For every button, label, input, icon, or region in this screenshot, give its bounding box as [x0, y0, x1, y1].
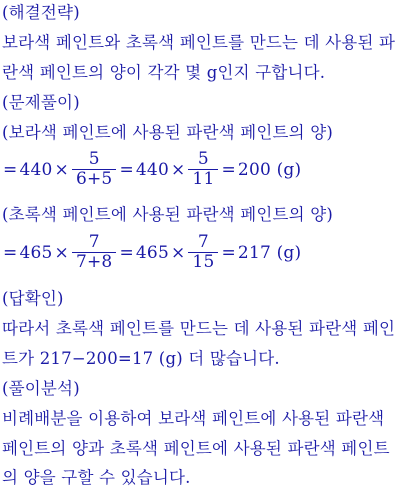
fraction-denominator: 11 — [188, 169, 218, 189]
analysis-heading: (풀이분석) — [2, 379, 80, 398]
simplified-fraction — [188, 150, 218, 189]
total-amount: 465 — [135, 242, 169, 263]
simplified-fraction — [188, 233, 218, 272]
solution-heading: (문제풀이) — [2, 93, 80, 112]
analysis-text-line-3: 의 양을 구할 수 있습니다. — [2, 468, 191, 487]
fraction-numerator: 5 — [197, 149, 209, 169]
ratio-fraction — [72, 150, 116, 189]
fraction-denominator: 7+8 — [72, 252, 116, 272]
total-amount: 465 — [19, 242, 53, 263]
equals-sign: = — [221, 159, 236, 180]
purple-equation — [2, 150, 302, 189]
equals-sign: = — [3, 159, 18, 180]
purple-blue-amount-label: (보라색 페인트에 사용된 파란색 페인트의 양) — [2, 123, 334, 142]
equation-result: 200 (g) — [237, 159, 302, 180]
analysis-text-line-1: 비례배분을 이용하여 보라색 페인트에 사용된 파란색 — [2, 409, 385, 428]
equals-sign: = — [119, 242, 134, 263]
fraction-denominator: 15 — [188, 252, 218, 272]
strategy-text-line-2: 란색 페인트의 양이 각각 몇 g인지 구합니다. — [2, 63, 326, 82]
equals-sign: = — [119, 159, 134, 180]
green-blue-amount-label: (초록색 페인트에 사용된 파란색 페인트의 양) — [2, 205, 334, 224]
fraction-numerator: 7 — [197, 232, 209, 252]
times-sign: × — [54, 159, 69, 180]
strategy-heading: (해결전략) — [2, 3, 80, 22]
equation-result: 217 (g) — [237, 242, 302, 263]
fraction-numerator: 5 — [88, 149, 100, 169]
times-sign: × — [170, 242, 186, 263]
check-text-line-1: 따라서 초록색 페인트를 만드는 데 사용된 파란색 페인 — [2, 319, 396, 338]
times-sign: × — [54, 242, 69, 263]
total-amount: 440 — [135, 159, 169, 180]
ratio-fraction — [72, 233, 116, 272]
equals-sign: = — [3, 242, 18, 263]
fraction-numerator: 7 — [88, 232, 100, 252]
fraction-denominator: 6+5 — [72, 169, 116, 189]
green-equation — [2, 233, 302, 272]
total-amount: 440 — [19, 159, 53, 180]
equals-sign: = — [221, 242, 236, 263]
check-heading: (답확인) — [2, 289, 64, 308]
analysis-text-line-2: 페인트의 양과 초록색 페인트에 사용된 파란색 페인트 — [2, 439, 390, 458]
check-text-line-2: 트가 217−200=17 (g) 더 많습니다. — [2, 349, 280, 368]
strategy-text-line-1: 보라색 페인트와 초록색 페인트를 만드는 데 사용된 파 — [2, 33, 396, 52]
times-sign: × — [170, 159, 186, 180]
